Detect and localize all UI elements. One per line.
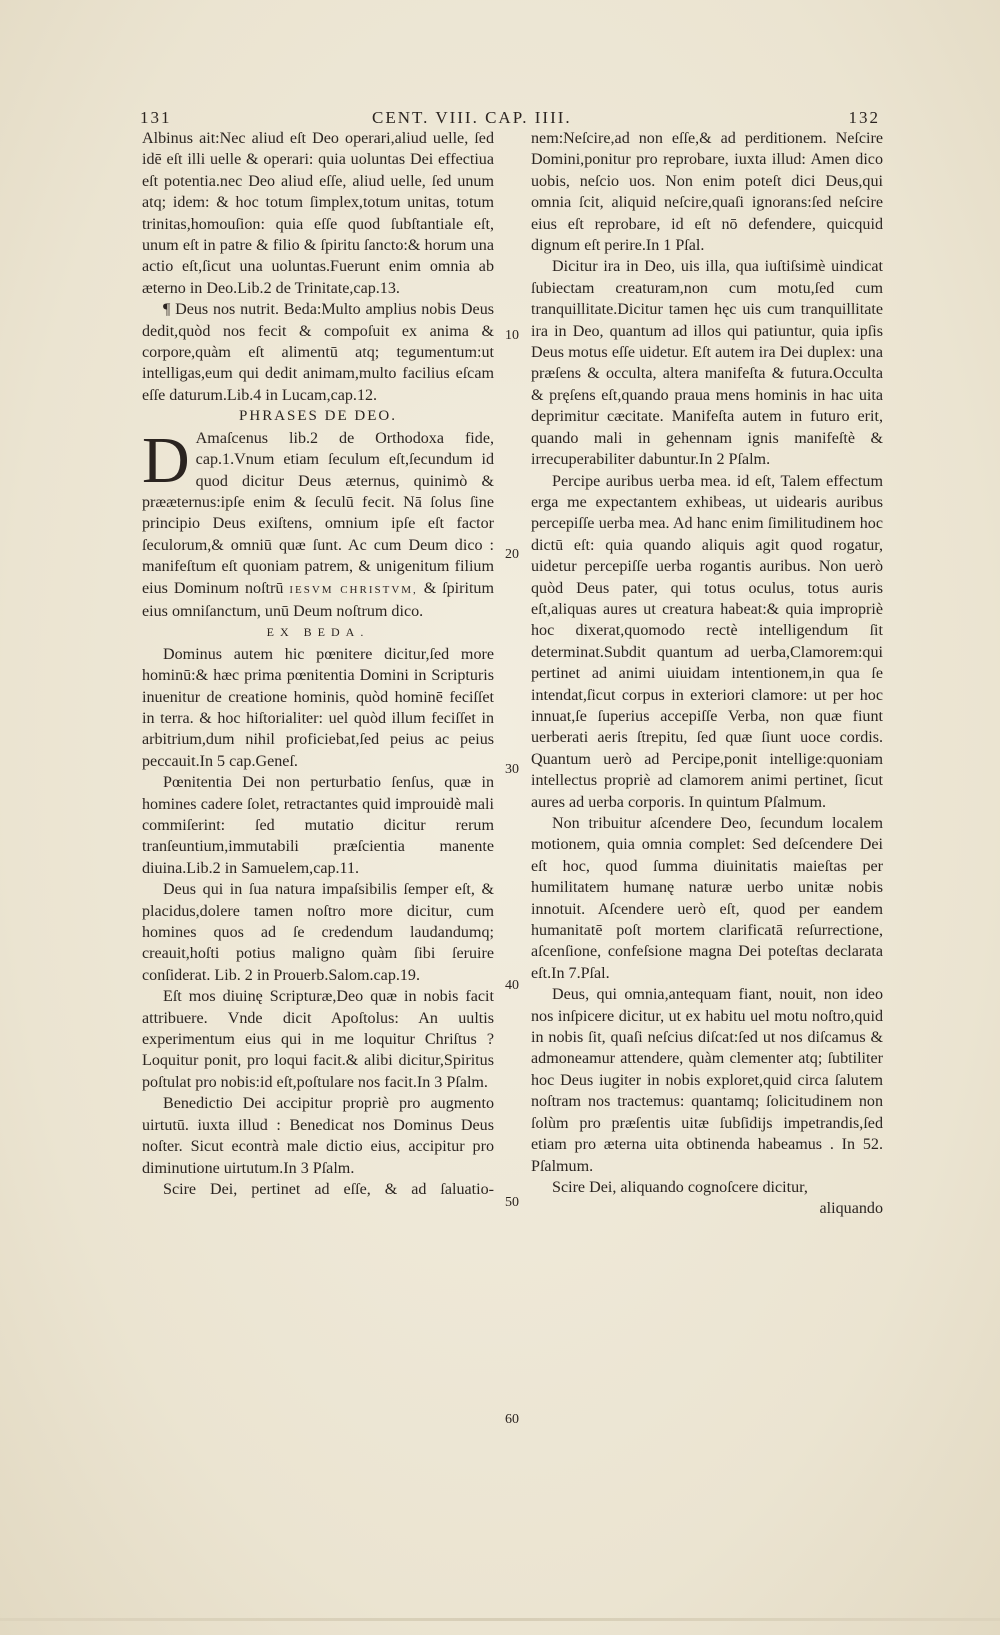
paragraph: Albinus ait:Nec aliud eſt Deo operari,aliud uelle, ſed idē eſt illi uelle & operari: quia uoluntas Dei effectiua eſt potentia.nec Deo aliud eſſe, aliud uelle, ſed unum atq; idem: & hoc totum ſimplex,totum unitas, totum trinitas,homouſion: quia eſſe quod ſubſtantiale eſt, unum eſt in patre & filio & ſpiritu ſancto:& horum una actio eſt,ſicut una uoluntas.Fuerunt enim omnia ab æterno in Deo.Lib.2 de Trinitate,cap.13. xyxy=(142,130,494,297)
paragraph: Dominus autem hic pœnitere dicitur,ſed more hominū:& hæc prima pœnitentia Domini in Scripturis inuenitur de creatione hominis, quòd hominē feciſſet in terra. & hoc hiſtorialiter: uel quòd illum feciſſet in arbitrium,dum nihil proficiebat,ſed peius ac peius peccauit.In 5 cap.Geneſ. xyxy=(142,645,494,770)
line-number: 40 xyxy=(505,978,519,993)
line-number: 10 xyxy=(505,328,519,343)
catchword: aliquando xyxy=(819,1200,883,1218)
paragraph: Pœnitentia Dei non perturbatio ſenſus, quæ in homines cadere ſolet, retractantes quid improuidè mali commiſerint: ſed mutatio dicitur rerum tranſeuntium,immutabili præſcientia manente diuina.Lib.2 in Samuelem,cap.11. xyxy=(142,774,494,877)
paragraph: ¶ Deus nos nutrit. Beda:Multo amplius nobis Deus dedit,quòd nos fecit & compoſuit ex anima & corpore,quàm eſt alimentū atq; tegumentum:ut intelligas,eum qui dedit animam,multo facilius eſcam eſſe daturum.Lib.4 in Lucam,cap.12. xyxy=(142,301,494,404)
paragraph-with-initial xyxy=(142,423,494,623)
page-number-right: 132 xyxy=(848,108,880,127)
page-number-left: 131 xyxy=(140,108,172,127)
line-number: 30 xyxy=(505,762,519,777)
drop-cap: D xyxy=(142,423,190,497)
paragraph: Non tribuitur aſcendere Deo, ſecundum localem motionem, quia omnia complet: Sed deſcendere Dei eſt hoc, quod ſumma diuinitatis maieſtas per humilitatem humanę naturæ uerbo unitæ nobis innotuit. Aſcendere uerò eſt, quod per eandem humanitatē poſt mortem clarificatā reſurrectione, aſcenſione, confeſsione magna Dei poteſtas declarata eſt.In 7.Pſal. xyxy=(531,815,883,982)
paragraph: nem:Neſcire,ad non eſſe,& ad perditionem. Neſcire Domini,ponitur pro reprobare, iuxta illud: Amen dico uobis, neſcio uos. Non enim poteſt dici Deus,qui omnia ſcit, aliquid neſcire,quaſi ignorans:ſed neſcire eius eſt reprobare, id eſt nō defendere, quicquid dignum eſt perire.In 1 Pſal. xyxy=(531,130,883,255)
section-heading: PHRASES DE DEO. xyxy=(239,408,397,425)
running-header xyxy=(140,108,880,130)
page-edge-divider xyxy=(0,1618,1000,1621)
left-column xyxy=(142,128,494,1200)
section-heading: EX BEDA. xyxy=(266,625,370,640)
paragraph: Scire Dei, pertinet ad eſſe, & ad ſaluatio- xyxy=(163,1180,494,1198)
paragraph: Benedictio Dei accipitur propriè pro augmento uirtutū. iuxta illud : Benedicat nos Dominus Deus noſter. Sicut econtrà male dictio eius, accipitur pro diminutione uirtutum.In 3 Pſalm. xyxy=(142,1095,494,1177)
paragraph: Scire Dei, aliquando cognoſcere dicitur, xyxy=(552,1178,808,1196)
running-title: CENT. VIII. CAP. IIII. xyxy=(372,108,572,127)
small-caps-name: IESVM CHRISTVM, xyxy=(289,583,418,596)
paragraph: Dicitur ira in Deo, uis illa, qua iuſtiſsimè uindicat ſubiectam creaturam,non cum motu,ſed cum tranquillitate.Dicitur tamen hęc uis cum tranquillitate ira in Deo, quantum ad illos qui patiuntur, quia ipſis Deus motus eſſe uidetur. Eſt autem ira Dei duplex: una præſens & occulta, altera manifeſta & futura.Occulta & pręſens eſt,quando praua mens hominis in hac uita deprimitur cæcitate. Manifeſta autem in futuro erit, quando mali in gehennam ignis manifeſtè & irrecuperabiliter dabuntur.In 2 Pſalm. xyxy=(531,258,883,469)
paragraph-text: & ſpiritum eius omniſanctum, unū Deum noſtrum dico. xyxy=(142,579,494,620)
line-number: 20 xyxy=(505,547,519,562)
paragraph: Percipe auribus uerba mea. id eſt, Talem effectum erga me expectantem exhibeas, ut uidearis auribus percepiſſe uerba mea. Ad hanc enim ſimilitudinem hoc dictū eſt: quia quando aliquis agit quod rogatur, uidetur percepiſſe uerba rogantis auribus. Non uerò quòd Deus pater, qui totus oculus, totus auris eſt,aliquas aures ut creatura habeat:& quia impropriè hoc dixerat,quomodo rectè intelligendum ſit determinat.Subdit quantum ad uerba,Clamorem:qui pertinet ad animi uiuidam intentionem,in qua ſe intendat,ſicut corpus in exteriori clamore: ut per hoc innuat,ſe ſuperius accepiſſe Verba, non quæ fiunt uerberati aeris ſtrepitu, ſed quæ ſiunt uoce cordis. Quantum uerò ad Percipe,ponit intellige:quoniam intellectus propriè ad clamorem animi pertinet, ſicut aures ad uerba corporis. In quintum Pſalmum. xyxy=(531,472,883,811)
line-number: 50 xyxy=(505,1195,519,1210)
paragraph: Deus qui in ſua natura impaſsibilis ſemper eſt, & placidus,dolere tamen noſtro more dicitur, cum homines quos ad ſe credendum laudandumq; creauit,hoſti potius maligno quàm ſibi ſeruire conſiderat. Lib. 2 in Prouerb.Salom.cap.19. xyxy=(142,881,494,984)
paragraph: Eſt mos diuinę Scripturæ,Deo quæ in nobis facit attribuere. Vnde dicit Apoſtolus: An uultis experimentum eius qui in me loquitur Chriſtus ? Loquitur ponit, pro loqui facit.& alibi dicitur,Spiritus poſtulat pro nobis:id eſt,poſtulare nos facit.In 3 Pſalm. xyxy=(142,988,494,1091)
paragraph: Deus, qui omnia,antequam fiant, nouit, non ideo nos inſpicere dicitur, ut ex habitu uel motu noſtro,quid in nobis ſit, quaſi neſcius diſcat:ſed ut nos diſcamus & admoneamur attendere, quàm clementer atq; ſubtiliter hoc Deus iugiter in nobis exploret,quid circa ſalutem noſtram nos tractemus: quantamq; ſolicitudinem non ſolùm pro præſentis uitæ ſubſidijs impetrandis,ſed etiam pro æterna uita obtinenda habeamus . In 52. Pſalmum. xyxy=(531,986,883,1175)
paragraph-text: Amaſcenus lib.2 de Orthodoxa fide, cap.1.Vnum etiam ſeculum eſt,ſecundum id quod dicitur Deus æternus, quinimò & prææternus:ipſe enim & ſeculū fecit. Nā ſolus ſine principio Deus exiſtens, omnium ipſe eſt factor ſeculorum,& omniū quæ ſunt. Ac cum Deum dico : manifeſtum eſt quoniam patrem, & unigenitum filium eius Dominum noſtrū xyxy=(142,429,494,597)
line-number: 60 xyxy=(505,1412,519,1427)
right-column xyxy=(531,128,883,1220)
